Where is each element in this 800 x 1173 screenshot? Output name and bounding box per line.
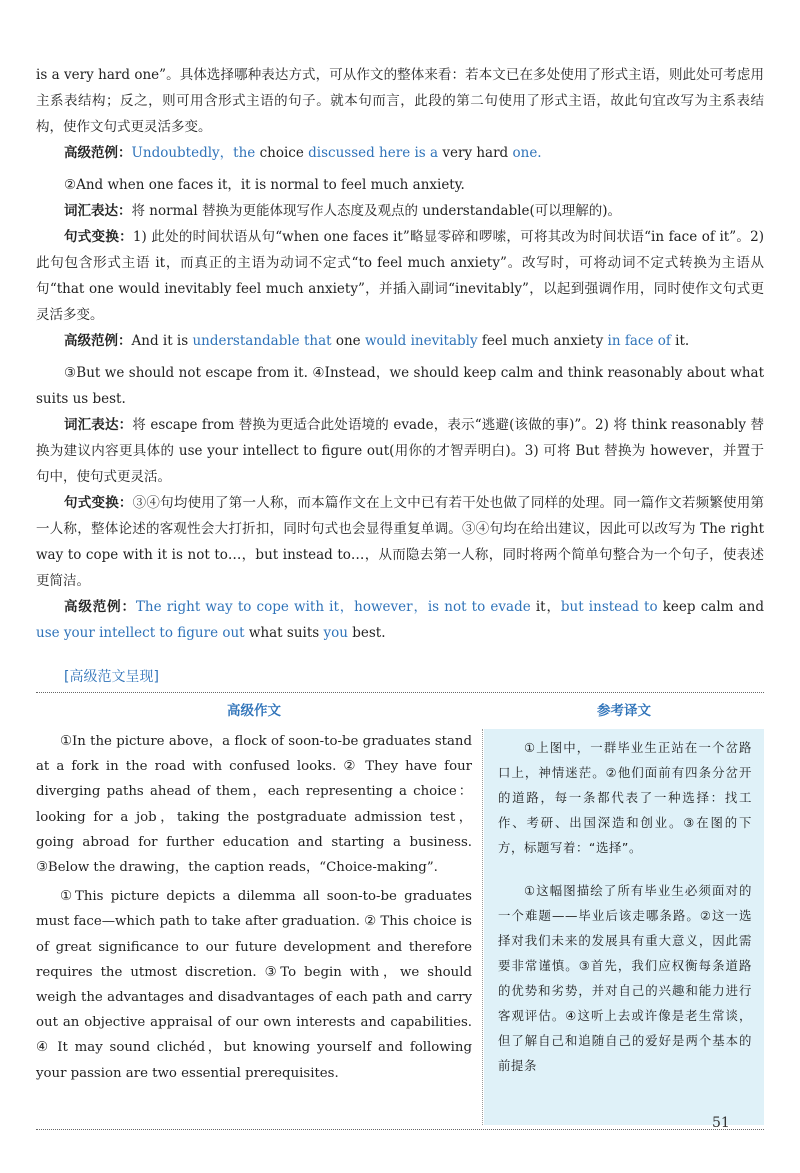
example-text: Undoubtedly，the (131, 145, 256, 161)
example-label: 高级范例： (64, 599, 136, 615)
section-title: [高级范文呈现] (64, 669, 159, 685)
translation-heading: 参考译文 (597, 703, 651, 719)
original-sentence-2: ②And when one faces it，it is normal to feel much anxiety. (64, 177, 465, 193)
translation-paragraph-1: ①上图中，一群毕业生正站在一个岔路口上，神情迷茫。②他们面前有四条分岔开的道路，每一条都代表了一种选择：找工作、考研、出国深造和创业。③在图的下方，标题写着：“选择”。 (498, 740, 752, 855)
page-content (36, 62, 764, 1130)
syntax-note-34 (36, 490, 764, 594)
translation-paragraph-2: ①这幅图描绘了所有毕业生必须面对的一个难题——毕业后该走哪条路。②这一选择对我们未来的发展具有重大意义，因此需要非常谨慎。③首先，我们应权衡每条道路的优势和劣势，并对自己的兴趣和能力进行客观评估。④这听上去或许像是老生常谈，但了解自己和追随自己的爱好是两个基本的前提条 (498, 883, 752, 1073)
example-text: you (323, 625, 348, 641)
essay-paragraph-2: ①This picture depicts a dilemma all soon-to-be graduates must face—which path to take after graduation. ② This choice is of great significance to our future development and therefore requires the utmost discretion. ③To begin with，we should weigh the advantages and disadvantages of each path and carry out an objective appraisal of our own interests and capabilities. ④ It may sound clichéd，but knowing yourself and following your passion are two essential prerequisites. (36, 889, 472, 1081)
example-text: keep calm and (657, 599, 764, 615)
essay-heading: 高级作文 (227, 703, 281, 719)
example-1 (36, 140, 764, 166)
translation-box (484, 729, 764, 1125)
example-text: best. (347, 625, 386, 641)
example-label: 高级范例： (64, 333, 132, 349)
example-text: And it is (131, 333, 193, 349)
example-2 (36, 328, 764, 354)
vocab-label: 词汇表达： (64, 417, 133, 433)
syntax-text: 1) 此处的时间状语从句“when one faces it”略显零碎和啰嗦，可将其改为时间状语“in face of it”。2) 此句包含形式主语 it，而真正的主语为动词不定式“to feel much anxiety”。改写时，可将动词不定式转换为主语从句“that one would inevitably feel much anxiety”，并插入副词“inevitably”，以起到强调作用，同时使作文句式更灵活多变。 (36, 229, 765, 323)
essay-body (36, 729, 472, 1086)
example-text: use your intellect to figure out (36, 625, 245, 641)
syntax-label: 句式变换： (64, 229, 133, 245)
example-text: it， (530, 599, 561, 615)
example-text: would inevitably (364, 333, 478, 349)
essay-paragraph-1: ①In the picture above，a flock of soon-to-be graduates stand at a fork in the road with confused looks. ② They have four diverging paths ahead of them，each representing a choice：looking for a job，taking the postgraduate admission test，going abroad for further education and starting a business. ③Below the drawing，the caption reads，“Choice-making”. (36, 734, 472, 876)
example-34 (36, 594, 764, 646)
example-text: what suits (244, 625, 324, 641)
syntax-text: ③④句均使用了第一人称，而本篇作文在上文中已有若干处也做了同样的处理。同一篇作文若频繁使用第一人称，整体论述的客观性会大打折扣，同时句式也会显得重复单调。③④句均在给出建议，因此可以改写为 The right way to cope with it is not to…，but instead to…，从而隐去第一人称，同时将两个简单句整合为一个句子，使表述更简洁。 (36, 495, 765, 589)
example-text: discussed here is a (308, 145, 439, 161)
vocab-note-34 (36, 412, 764, 490)
syntax-note-2 (36, 224, 764, 328)
example-text: feel much anxiety (477, 333, 608, 349)
example-text: but instead to (560, 599, 658, 615)
translation-column (484, 693, 764, 1125)
vocab-label: 词汇表达： (64, 203, 132, 219)
example-text: understandable that (192, 333, 332, 349)
vocab-note-2 (36, 198, 764, 224)
intro-paragraph: is a very hard one”。具体选择哪种表达方式，可从作文的整体来看：若本文已在多处使用了形式主语，则此处可考虑用主系表结构；反之，则可用含形式主语的句子。就本句而言，此段的第二句使用了形式主语，故此句宜改写为主系表结构，使作文句式更灵活多变。 (36, 67, 764, 135)
vocab-text: 将 normal 替换为更能体现写作人态度及观点的 understandable(可以理解的)。 (131, 203, 622, 219)
example-label: 高级范例： (64, 145, 132, 161)
example-text: very hard (438, 145, 513, 161)
original-sentence-34: ③But we should not escape from it. ④Instead，we should keep calm and think reasonably about what suits us best. (36, 365, 764, 407)
page-number: 51 (712, 1115, 730, 1131)
syntax-label: 句式变换： (64, 495, 133, 511)
example-text: in face of (607, 333, 671, 349)
divider-bottom (36, 1129, 764, 1130)
example-text: choice (255, 145, 309, 161)
example-text: one. (512, 145, 542, 161)
example-text: The right way to cope with it，however，is not to evade (135, 599, 531, 615)
essay-columns (36, 693, 764, 1125)
column-divider (482, 729, 483, 1125)
example-text: one (331, 333, 365, 349)
essay-column (36, 693, 482, 1125)
vocab-text: 将 escape from 替换为更适合此处语境的 evade，表示“逃避(该做的事)”。2) 将 think reasonably 替换为建议内容更具体的 use your intellect to figure out(用你的才智弄明白)。3) 可将 But 替换为 however，并置于句中，使句式更灵活。 (36, 417, 765, 485)
example-text: it. (670, 333, 690, 349)
